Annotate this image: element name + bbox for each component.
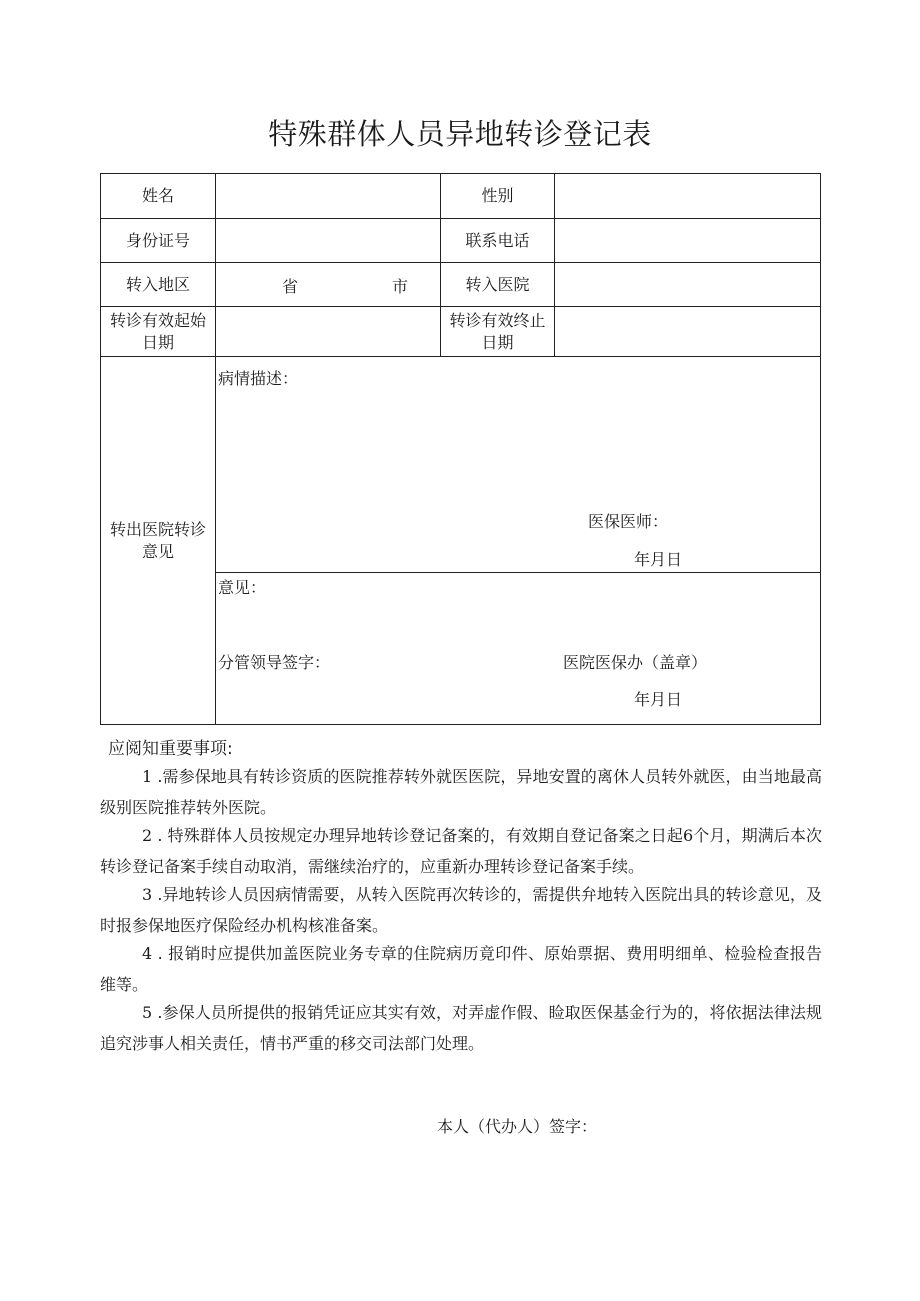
- date-text-2: 年月日: [634, 690, 683, 709]
- condition-description-cell[interactable]: [216, 357, 821, 573]
- opinion-text-label: 意见：: [218, 578, 267, 597]
- note-item-2: 2 . 特殊群体人员按规定办理异地转诊登记备案的，有效期自登记备案之日起6个月，期满后本次转诊登记备案手续自动取消，需继续治疗的，应重新办理转诊登记备案手续。: [100, 826, 822, 876]
- hospital-label: 转入医院: [441, 263, 555, 307]
- end-date-label-line2: 日期: [481, 332, 514, 352]
- form-title: 特殊群体人员异地转诊登记表: [268, 117, 652, 151]
- id-number-field[interactable]: [216, 219, 441, 263]
- phone-label: 联系电话: [441, 219, 555, 263]
- note-item-1: 1 .需参保地具有转诊资质的医院推荐转外就医医院，异地安置的离休人员转外就医，由当地最高级别医院推荐转外医院。: [100, 767, 822, 817]
- opinion-cell[interactable]: [216, 573, 821, 725]
- start-date-field[interactable]: [216, 307, 441, 357]
- office-seal-label: 医院医保办（盖章）: [563, 653, 708, 672]
- start-date-label-line1: 转诊有效起始: [109, 310, 206, 330]
- opinion-label-line2: 意见: [141, 541, 174, 561]
- city-text: 市: [392, 277, 409, 296]
- note-item-4: 4 . 报销时应提供加盖医院业务专章的住院病历竟印件、原始票据、费用明细单、检验检查报告维等。: [100, 944, 822, 994]
- gender-label: 性别: [441, 174, 555, 219]
- notes-heading: 应阅知重要事项:: [108, 739, 233, 759]
- end-date-field[interactable]: [555, 307, 821, 357]
- opinion-label-line1: 转出医院转诊: [109, 519, 206, 539]
- end-date-label-line1: 转诊有效终止: [449, 310, 546, 330]
- opinion-label: [101, 357, 216, 725]
- phone-field[interactable]: [555, 219, 821, 263]
- signature-label: 本人（代办人）签字：: [437, 1117, 598, 1136]
- note-item-3: 3 .异地转诊人员因病情需要，从转入医院再次转诊的，需提供弁地转入医院出具的转诊意见，及时报参保地医疗保险经办机构核准备案。: [100, 885, 822, 935]
- region-label: 转入地区: [101, 263, 216, 307]
- start-date-label-line2: 日期: [141, 332, 174, 352]
- leader-sign-label: 分管领导签字：: [218, 653, 331, 672]
- note-item-5: 5 .参保人员所提供的报销凭证应其实有效，对弄虚作假、睑取医保基金行为的，将依据法律法规追究涉事人相关责任，情书严重的移交司法部门处理。: [100, 1003, 822, 1053]
- name-label: 姓名: [101, 174, 216, 219]
- region-field[interactable]: [216, 263, 441, 307]
- condition-label: 病情描述：: [218, 369, 299, 388]
- end-date-label: [441, 307, 555, 357]
- start-date-label: [101, 307, 216, 357]
- gender-field[interactable]: [555, 174, 821, 219]
- name-field[interactable]: [216, 174, 441, 219]
- registration-form-table: [100, 173, 821, 725]
- doctor-label: 医保医师：: [588, 512, 669, 531]
- id-number-label: 身份证号: [101, 219, 216, 263]
- date-text-1: 年月日: [634, 550, 683, 569]
- hospital-field[interactable]: [555, 263, 821, 307]
- province-text: 省: [282, 277, 299, 296]
